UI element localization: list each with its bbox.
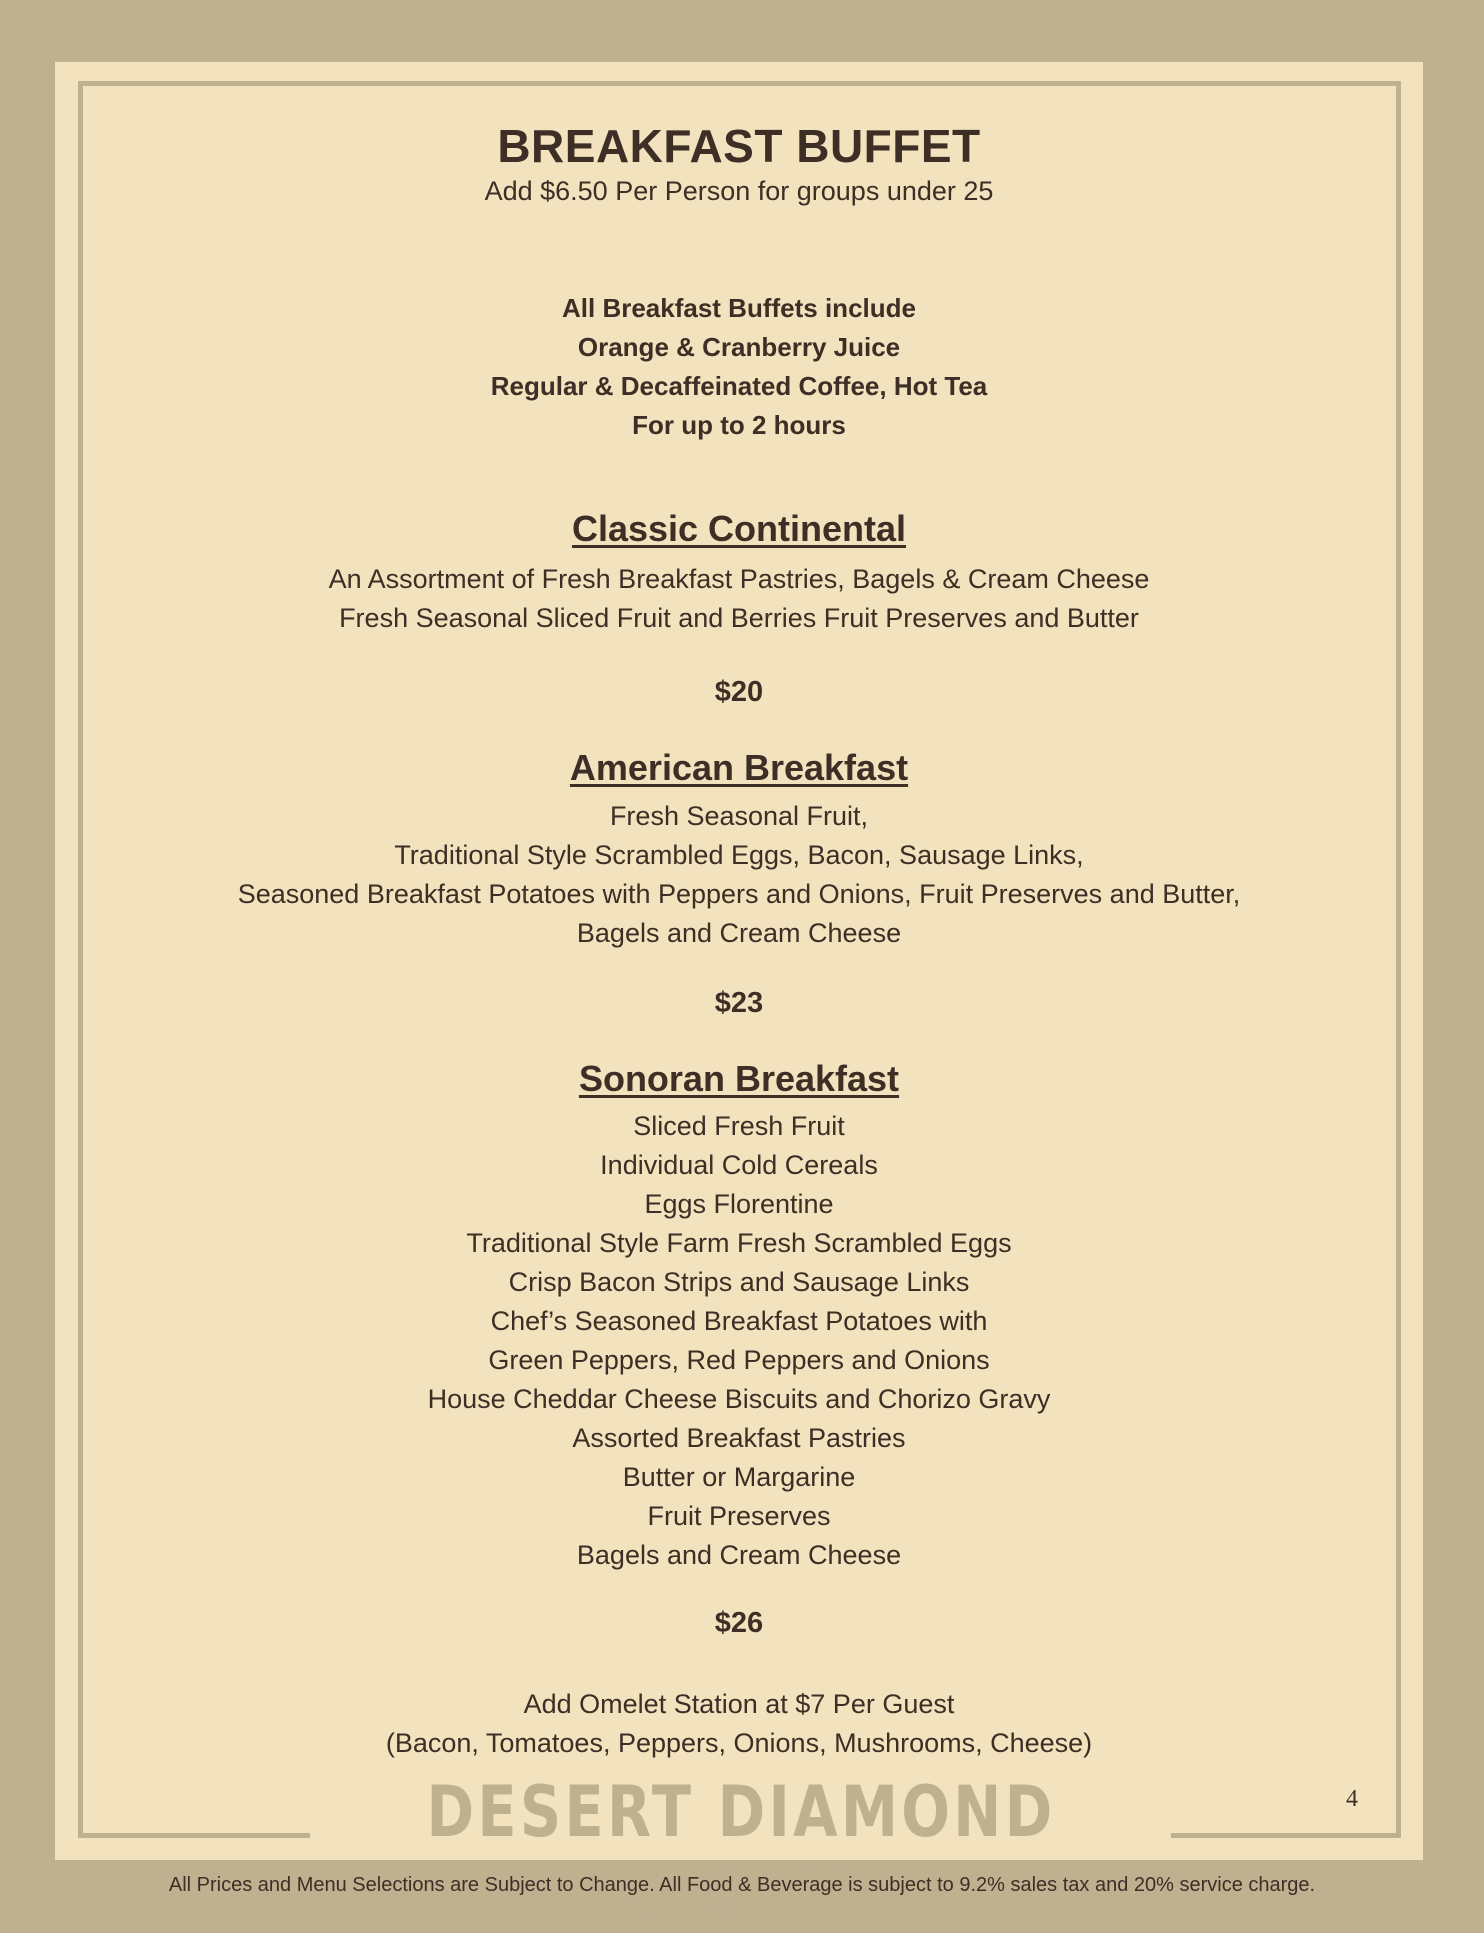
- menu-item: Traditional Style Farm Fresh Scrambled Eggs: [466, 1228, 1012, 1258]
- menu-item: Sliced Fresh Fruit: [633, 1111, 845, 1141]
- menu-item: Traditional Style Scrambled Eggs, Bacon, Sausage Links,: [394, 840, 1084, 870]
- frame-border-top: [78, 81, 1400, 86]
- section-american-breakfast: [55, 747, 1423, 789]
- page-title: BREAKFAST BUFFET: [497, 120, 981, 172]
- includes-line: For up to 2 hours: [632, 410, 846, 440]
- menu-item: Fruit Preserves: [647, 1501, 831, 1531]
- section-price: $26: [714, 1607, 764, 1639]
- includes-line: Regular & Decaffeinated Coffee, Hot Tea: [490, 371, 988, 401]
- section-title: Sonoran Breakfast: [578, 1058, 900, 1099]
- menu-item: Butter or Margarine: [622, 1462, 856, 1492]
- menu-item: Crisp Bacon Strips and Sausage Links: [508, 1267, 970, 1297]
- section-classic-continental: [55, 508, 1423, 550]
- addon-line: Add Omelet Station at $7 Per Guest: [523, 1689, 955, 1719]
- page-subtitle: Add $6.50 Per Person for groups under 25: [484, 176, 994, 206]
- menu-item: Individual Cold Cereals: [600, 1150, 878, 1180]
- menu-item: House Cheddar Cheese Biscuits and Chorizo Gravy: [427, 1384, 1051, 1414]
- section-sonoran-breakfast: [55, 1058, 1423, 1100]
- section-title: Classic Continental: [571, 508, 907, 549]
- menu-item: Seasoned Breakfast Potatoes with Peppers and Onions, Fruit Preserves and Butter,: [237, 879, 1241, 909]
- section-price: $20: [714, 676, 764, 708]
- frame-border-bottom-right: [1171, 1833, 1401, 1838]
- page-number: 4: [1346, 1786, 1358, 1812]
- footer-disclaimer: All Prices and Menu Selections are Subject to Change. All Food & Beverage is subject to 9.2% sales tax and 20% service charge.: [168, 1874, 1316, 1896]
- menu-item: Green Peppers, Red Peppers and Onions: [488, 1345, 990, 1375]
- brand-logo: DESERT DIAMOND CASINOS: [426, 1771, 1056, 1933]
- includes-line: Orange & Cranberry Juice: [577, 332, 901, 362]
- menu-item: Bagels and Cream Cheese: [576, 1540, 902, 1570]
- frame-border-bottom-left: [78, 1833, 310, 1838]
- section-price: $23: [714, 987, 764, 1019]
- menu-item: Fresh Seasonal Fruit,: [609, 801, 869, 831]
- section-title: American Breakfast: [569, 747, 909, 788]
- menu-item: Bagels and Cream Cheese: [576, 918, 902, 948]
- buffet-includes: [55, 289, 1423, 445]
- addon-line: (Bacon, Tomatoes, Peppers, Onions, Mushrooms, Cheese): [385, 1728, 1093, 1758]
- menu-item: Eggs Florentine: [644, 1189, 834, 1219]
- menu-item: Fresh Seasonal Sliced Fruit and Berries Fruit Preserves and Butter: [339, 603, 1139, 633]
- menu-item: An Assortment of Fresh Breakfast Pastries, Bagels & Cream Cheese: [328, 564, 1150, 594]
- includes-line: All Breakfast Buffets include: [562, 293, 916, 323]
- menu-item: Assorted Breakfast Pastries: [572, 1423, 906, 1453]
- menu-item: Chef’s Seasoned Breakfast Potatoes with: [490, 1306, 988, 1336]
